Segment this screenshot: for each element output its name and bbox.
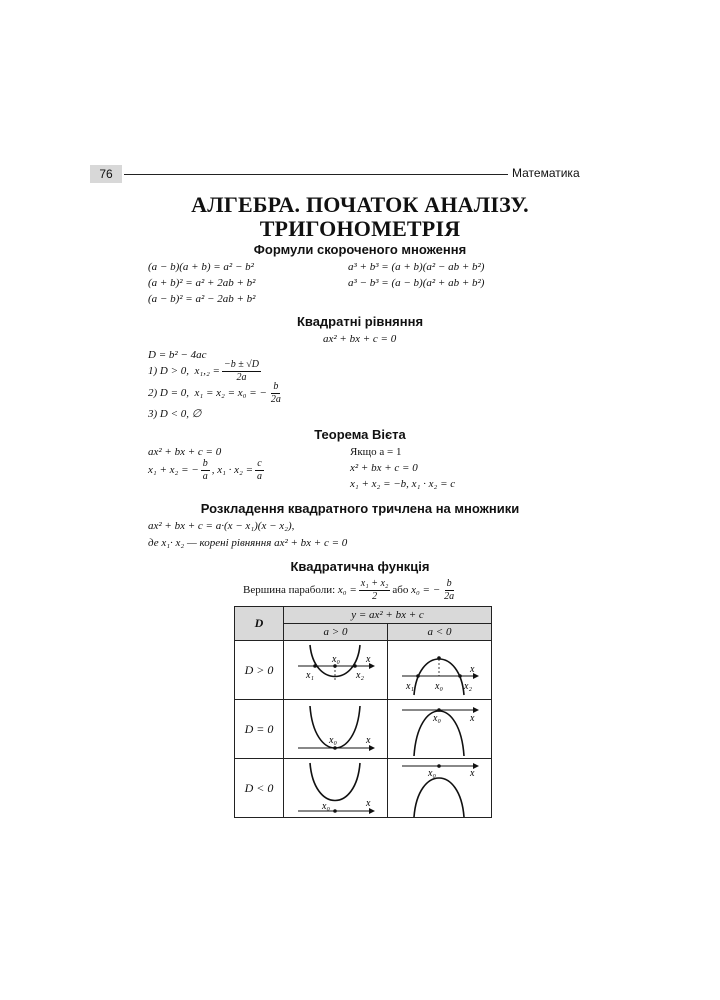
case-2-prefix: 2) D = 0, [148, 387, 190, 399]
label-x0: x₀ [322, 801, 330, 812]
table-col-a-negative: a < 0 [388, 624, 492, 641]
page-title-line-1: АЛГЕБРА. ПОЧАТОК АНАЛІЗУ. [191, 192, 529, 217]
case-d-negative: 3) D < 0, ∅ [148, 408, 202, 420]
section-heading-quadratic: Квадратні рівняння [296, 314, 424, 329]
parabola-graph-table [234, 606, 492, 818]
vieta-right-relations: x₁ + x₂ = −b, x₁ · x₂ = c [350, 478, 456, 490]
graph-d-neg-a-pos [284, 759, 388, 818]
label-x0: x₀ [433, 713, 441, 724]
discriminant-formula: D = b² − 4ac [148, 349, 207, 361]
vertex-formula [243, 576, 458, 604]
vertex-fraction-2 [442, 578, 456, 603]
vertex-lhs-2: x₀ = − [411, 584, 441, 596]
case-d-zero [148, 379, 285, 407]
factor-note: де x₁· x₂ — корені рівняння ax² + bx + c = 0 [148, 537, 348, 549]
label-x: x [470, 664, 475, 675]
vertex-den-2: 2a [444, 590, 455, 602]
vertex-or: або [392, 584, 409, 596]
vertex-lhs: x₀ = [337, 584, 357, 596]
table-function-header: y = ax² + bx + c [284, 607, 492, 624]
vieta-left-relations [148, 455, 266, 485]
label-x: x [470, 768, 475, 779]
page-title-line-2: ТРИГОНОМЕТРІЯ [259, 216, 461, 241]
header-subject: Математика [512, 166, 580, 180]
label-x: x [366, 798, 371, 809]
section-heading-vieta: Теорема Вієта [314, 427, 406, 442]
formula-sum-cubes: a³ + b³ = (a + b)(a² − ab + b²) [348, 261, 485, 273]
vertex-label: Вершина параболи: [243, 584, 336, 596]
page-number: 76 [90, 165, 122, 183]
label-x0: x₀ [428, 768, 436, 779]
label-x: x [366, 735, 371, 746]
label-x: x [470, 713, 475, 724]
case-2-lhs: x₁ = x₂ = x₀ = − [194, 387, 267, 399]
formula-square-sum: (a + b)² = a² + 2ab + b² [148, 277, 256, 289]
formula-diff-squares: (a − b)(a + b) = a² − b² [148, 261, 254, 273]
vieta-prod-num: c [257, 457, 262, 469]
label-x: x [366, 654, 371, 665]
vertex-den: 2 [372, 590, 378, 602]
row-label-d-positive: D > 0 [235, 641, 284, 700]
label-x0: x₀ [329, 735, 337, 746]
double-root-denominator: 2a [270, 393, 281, 405]
graph-d-zero-a-pos [284, 700, 388, 759]
label-x2: x₂ [464, 681, 472, 692]
graph-d-pos-a-neg [388, 641, 492, 700]
case-1-prefix: 1) D > 0, [148, 365, 190, 377]
vertex-num: x₁ + x₂ [360, 577, 389, 589]
row-label-d-zero: D = 0 [235, 700, 284, 759]
vieta-prod-lhs: , x₁ · x₂ = [211, 464, 254, 476]
factor-formula: ax² + bx + c = a·(x − x₁)(x − x₂), [148, 520, 295, 532]
vieta-right-condition: Якщо a = 1 [350, 446, 402, 458]
section-heading-function: Квадратична функція [290, 559, 430, 574]
table-corner-d: D [235, 607, 284, 641]
vieta-sum-lhs: x₁ + x₂ = − [148, 464, 199, 476]
section-heading-abridged: Формули скороченого множення [253, 242, 467, 257]
quadratic-equation: ax² + bx + c = 0 [323, 333, 397, 345]
vertex-fraction [359, 578, 391, 603]
graph-d-pos-a-pos [284, 641, 388, 700]
section-heading-factor: Розкладення квадратного тричлена на множники [200, 501, 520, 516]
vieta-right-equation: x² + bx + c = 0 [350, 462, 418, 474]
graph-d-zero-a-neg [388, 700, 492, 759]
roots-numerator: −b ± √D [224, 358, 259, 370]
label-x1: x₁ [406, 681, 414, 692]
vertex-num-2: b [446, 577, 452, 589]
label-x1: x₁ [306, 670, 314, 681]
label-x2: x₂ [356, 670, 364, 681]
label-x0: x₀ [332, 654, 340, 665]
graph-d-neg-a-neg [388, 759, 492, 818]
vieta-left-equation: ax² + bx + c = 0 [148, 446, 222, 458]
vieta-prod-fraction [255, 458, 264, 483]
row-label-d-negative: D < 0 [235, 759, 284, 818]
vieta-prod-den: a [257, 470, 263, 482]
vieta-sum-fraction [201, 458, 210, 483]
vieta-sum-num: b [202, 457, 208, 469]
formula-square-diff: (a − b)² = a² − 2ab + b² [148, 293, 256, 305]
formula-diff-cubes: a³ − b³ = (a − b)(a² + ab + b²) [348, 277, 485, 289]
header-rule [124, 174, 508, 175]
label-x0: x₀ [435, 681, 443, 692]
table-col-a-positive: a > 0 [284, 624, 388, 641]
vieta-sum-den: a [202, 470, 208, 482]
roots-denominator: 2a [236, 371, 247, 383]
double-root-fraction [269, 381, 283, 406]
case-1-lhs: x₁,₂ = [194, 365, 220, 377]
double-root-numerator: b [273, 380, 279, 392]
